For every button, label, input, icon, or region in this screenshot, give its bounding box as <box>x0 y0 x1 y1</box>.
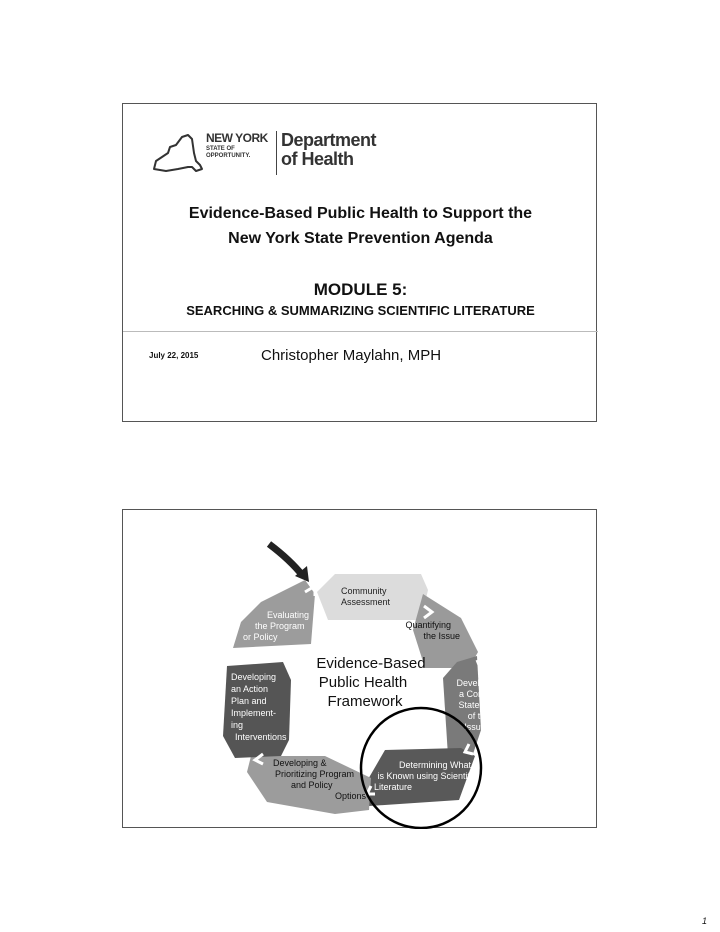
logo-divider <box>276 131 277 175</box>
new-york-state-outline-icon <box>148 131 204 175</box>
logo-opportunity: OPPORTUNITY. <box>206 153 251 159</box>
step-label-evaluating: Evaluating the Program or Policy <box>243 610 310 642</box>
logo-state-of: STATE OF <box>206 146 235 152</box>
pointer-arrow <box>269 544 303 576</box>
presentation-date: July 22, 2015 <box>149 351 199 360</box>
framework-cycle-diagram <box>123 510 598 829</box>
slide-title-line-2: New York State Prevention Agenda <box>228 230 493 247</box>
logo-state-of-opportunity <box>206 146 250 160</box>
cycle-arrow-icon <box>477 660 487 670</box>
module-subtitle: SEARCHING & SUMMARIZING SCIENTIFIC LITERATURE <box>186 303 535 318</box>
step-label-determining: Determining What is Known using Scientific Literature <box>373 760 477 792</box>
presenter-name: Christopher Maylahn, MPH <box>261 347 442 364</box>
logo-new-york-text: NEW YORK <box>206 131 268 145</box>
framework-slide <box>122 509 597 828</box>
step-label-developing-options: Developing & Prioritizing Program and PolicyOptions <box>273 758 367 801</box>
cycle-arrow-icon <box>249 650 259 660</box>
step-label-community-assessment: Community Assessment <box>341 586 391 607</box>
logo-of-health: of Health <box>281 149 354 169</box>
step-label-concise-statement: Developing a Concise Statement of the Issue <box>456 678 502 732</box>
step-label-quantifying: Quantifying the Issue <box>405 620 460 641</box>
page-number: 1 <box>702 916 708 926</box>
title-slide <box>122 103 597 422</box>
logo-department: Department <box>281 130 377 150</box>
step-label-action-plan: Developing an Action Plan and Implement-ing Interventions <box>231 672 287 742</box>
slide-title-line-1: Evidence-Based Public Health to Support the <box>188 205 533 222</box>
logo-department-of-health <box>281 131 376 169</box>
module-heading: MODULE 5: <box>313 280 408 299</box>
divider-line <box>123 331 598 332</box>
framework-center-title: Evidence-Based Public Health Framework <box>316 655 426 710</box>
nys-doh-logo <box>148 129 377 189</box>
